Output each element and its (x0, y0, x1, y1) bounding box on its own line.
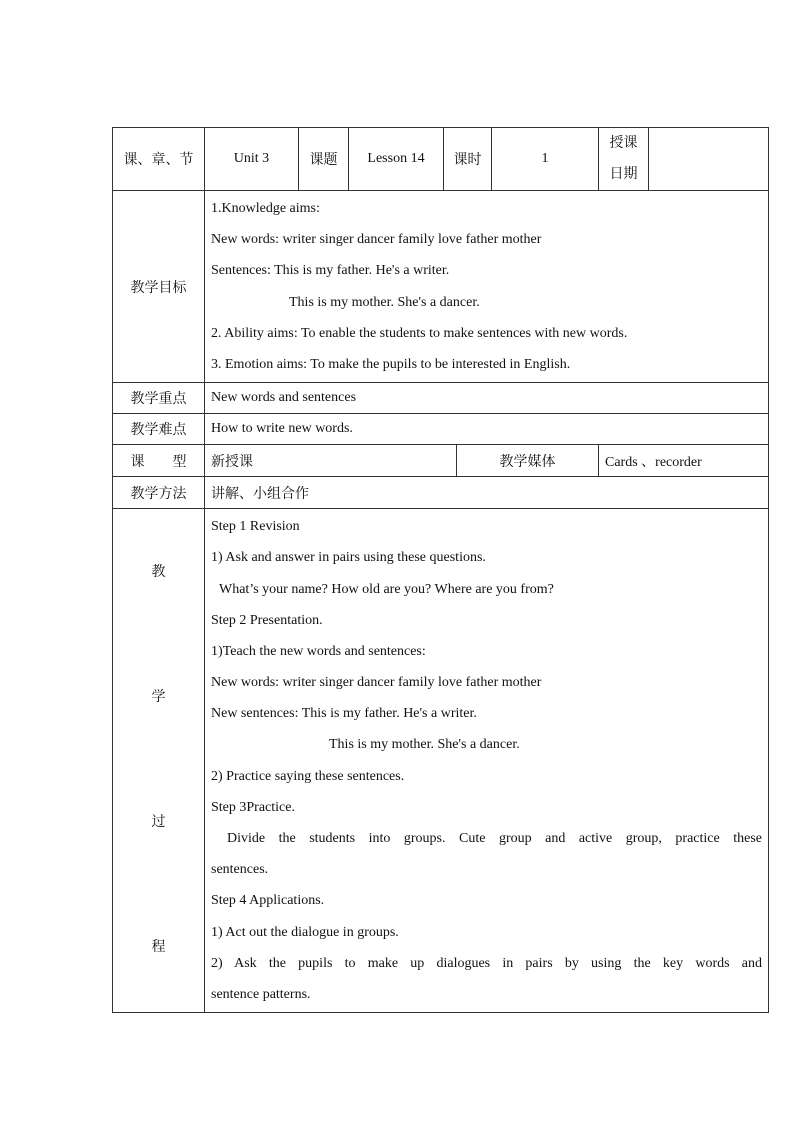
objectives-row (113, 191, 769, 383)
difficulties-label: 教学难点 (113, 414, 205, 445)
lesson-plan-table (112, 127, 769, 1013)
key-points-row (113, 383, 769, 414)
date-label-line-2: 日期 (609, 167, 638, 182)
objective-line: Sentences: This is my father. He's a writer. (211, 263, 450, 279)
process-line: 2) Ask the pupils to make up dialogues in pairs by using the key words and (211, 955, 762, 971)
objectives-label: 教学目标 (113, 191, 205, 383)
lesson-type-label: 课 型 (113, 445, 205, 477)
difficulties-row (113, 414, 769, 445)
process-line: Step 4 Applications. (211, 893, 325, 909)
date-label (599, 128, 649, 191)
process-line: 2) Practice saying these sentences. (211, 768, 405, 784)
process-line: sentence patterns. (211, 986, 311, 1002)
key-points-value: New words and sentences (205, 383, 769, 414)
process-line: Step 3Practice. (211, 799, 295, 815)
process-line: New words: writer singer dancer family love father mother (211, 675, 542, 691)
period-value: 1 (492, 128, 599, 191)
topic-value: Lesson 14 (349, 128, 444, 191)
objective-line: 3. Emotion aims: To make the pupils to be interested in English. (211, 356, 571, 372)
methods-value: 讲解、小组合作 (205, 477, 769, 509)
process-label (113, 509, 205, 1013)
process-label-char: 过 (151, 815, 166, 831)
topic-label: 课题 (299, 128, 349, 191)
process-line: Step 1 Revision (211, 519, 300, 535)
process-line: Divide the students into groups. Cute group and active group, practice these (227, 831, 762, 846)
media-value: Cards 、recorder (599, 445, 769, 477)
process-line: What’s your name? How old are you? Where are you from? (219, 581, 554, 597)
difficulties-value: How to write new words. (205, 414, 769, 445)
process-label-char: 程 (151, 940, 166, 956)
key-points-label: 教学重点 (113, 383, 205, 414)
objective-line: New words: writer singer dancer family love father mother (211, 232, 542, 248)
header-row (113, 128, 769, 191)
media-label: 教学媒体 (457, 445, 599, 477)
date-value (649, 128, 769, 191)
objective-line: This is my mother. She's a dancer. (289, 294, 480, 310)
lesson-type-row (113, 445, 769, 477)
period-label: 课时 (444, 128, 492, 191)
objectives-content (205, 191, 769, 383)
process-label-char: 学 (151, 690, 166, 706)
methods-row (113, 477, 769, 509)
process-line: Step 2 Presentation. (211, 612, 323, 628)
objective-line: 2. Ability aims: To enable the students to make sentences with new words. (211, 325, 628, 341)
unit-label: 课、章、节 (113, 128, 205, 191)
process-line: 1) Ask and answer in pairs using these questions. (211, 550, 486, 566)
process-label-char: 教 (151, 565, 166, 581)
process-line: sentences. (211, 862, 269, 878)
process-line: This is my mother. She's a dancer. (329, 737, 520, 753)
unit-value: Unit 3 (205, 128, 299, 191)
process-line: 1)Teach the new words and sentences: (211, 643, 426, 659)
process-row (113, 509, 769, 1013)
date-label-line-1: 授课 (609, 136, 638, 151)
objective-line: 1.Knowledge aims: (211, 201, 320, 216)
process-content (205, 509, 769, 1013)
lesson-type-value: 新授课 (205, 445, 457, 477)
process-line: New sentences: This is my father. He's a writer. (211, 706, 477, 722)
process-line: 1) Act out the dialogue in groups. (211, 924, 399, 940)
methods-label: 教学方法 (113, 477, 205, 509)
